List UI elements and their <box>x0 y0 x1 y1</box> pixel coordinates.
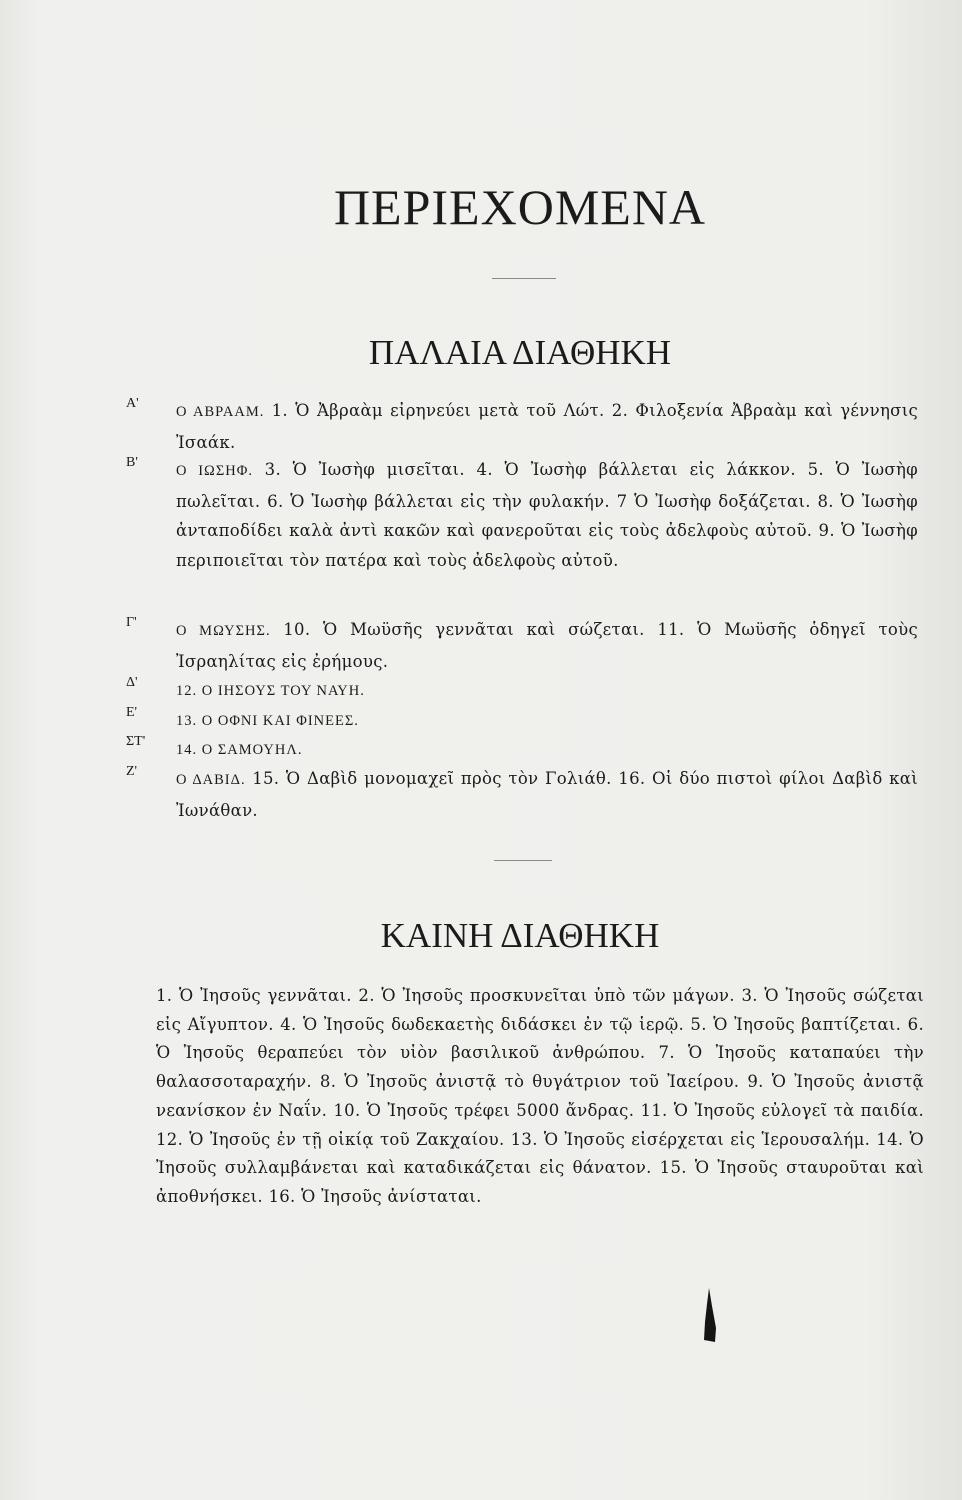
new-testament-text: 1. Ὁ Ἰησοῦς γεννᾶται. 2. Ὁ Ἰησοῦς προσκυνεῖται ὑπὸ τῶν μάγων. 3. Ὁ Ἰησοῦς σώζεται εἰς Αἴγυπτον. 4. Ὁ Ἰησοῦς δωδεκαετὴς διδάσκει ἐν τῷ ἱερῷ. 5. Ὁ Ἰησοῦς βαπτίζεται. 6. Ὁ Ἰησοῦς θεραπεύει τὸν υἱὸν βασιλικοῦ ἀνθρώπου. 7. Ὁ Ἰησοῦς καταπαύει τὴν θαλασσοταραχήν. 8. Ὁ Ἰησοῦς ἀνιστᾷ τὸ θυγάτριον τοῦ Ἰαείρου. 9. Ὁ Ἰησοῦς ἀνιστᾷ νεανίσκον ἐν Ναΐν. 10. Ὁ Ἰησοῦς τρέφει 5000 ἄνδρας. 11. Ὁ Ἰησοῦς εὐλογεῖ τὰ παιδία. 12. Ὁ Ἰησοῦς ἐν τῇ οἰκίᾳ τοῦ Ζακχαίου. 13. Ὁ Ἰησοῦς εἰσέρχεται εἰς Ἱερουσαλήμ. 14. Ὁ Ἰησοῦς συλλαμβάνεται καὶ καταδικάζεται εἰς θάνατον. 15. Ὁ Ἰησοῦς σταυροῦται καὶ ἀποθνήσκει. 16. Ὁ Ἰησοῦς ἀνίσταται. <box>156 986 924 1206</box>
ink-blot-mark <box>703 1288 717 1342</box>
old-testament-heading: ΠΑΛΑΙΑ ΔΙΑΘΗΚΗ <box>368 333 672 372</box>
section-divider <box>494 860 552 861</box>
entry-text <box>176 615 918 676</box>
entry-body: 15. Ὁ Δαβὶδ μονομαχεῖ πρὸς τὸν Γολιάθ. 16. Οἱ δύο πιστοὶ φίλοι Δαβὶδ καὶ Ἰωνάθαν. <box>176 769 918 820</box>
entry-numeral: Β' <box>126 455 138 470</box>
title-divider <box>492 278 556 279</box>
entry-numeral: Α' <box>126 396 139 411</box>
entry-numeral: Δ' <box>126 675 138 690</box>
page-title: ΠΕΡΙΕΧΟΜΕΝΑ <box>333 179 707 235</box>
entry-text <box>176 455 918 575</box>
entry-numeral: Ζ' <box>126 764 138 779</box>
entry-body: 3. Ὁ Ἰωσὴφ μισεῖται. 4. Ὁ Ἰωσὴφ βάλλεται εἰς λάκκον. 5. Ὁ Ἰωσὴφ πωλεῖται. 6. Ὁ Ἰωσὴφ βάλλεται εἰς τὴν φυλακήν. 7 Ὁ Ἰωσὴφ δοξάζεται. 8. Ὁ Ἰωσὴφ ἀνταποδίδει καλὰ ἀντὶ κακῶν καὶ φανεροῦται εἰς τοὺς ἀδελφοὺς αὐτοῦ. 9. Ὁ Ἰωσὴφ περιποιεῖται τὸν πατέρα καὶ τοὺς ἀδελφοὺς αὐτοῦ. <box>176 460 918 570</box>
entry-numeral: Ε' <box>126 705 138 720</box>
entry-lead: 14. Ο ΣΑΜΟΥΗΛ. <box>176 742 303 758</box>
entry-body: 1. Ὁ Ἀβραὰμ εἰρηνεύει μετὰ τοῦ Λώτ. 2. Φιλοξενία Ἀβραὰμ καὶ γέννησις Ἰσαάκ. <box>176 401 918 452</box>
entry-text <box>176 734 918 766</box>
entry-text <box>176 764 918 825</box>
entry-lead: Ο ΔΑΒΙΔ. <box>176 772 246 788</box>
entry-lead: Ο ΙΩΣΗΦ. <box>176 463 253 479</box>
entry-lead: Ο ΑΒΡΑΑΜ. <box>176 404 265 420</box>
entry-numeral: ΣΤ' <box>126 734 146 749</box>
entry-body: 10. Ὁ Μωϋσῆς γεννᾶται καὶ σώζεται. 11. Ὁ Μωϋσῆς ὁδηγεῖ τοὺς Ἰσραηλίτας εἰς ἐρήμους. <box>176 620 919 671</box>
entry-lead: Ο ΜΩΥΣΗΣ. <box>176 623 271 639</box>
entry-text <box>176 705 918 737</box>
new-testament-heading: ΚΑΙΝΗ ΔΙΑΘΗΚΗ <box>380 916 660 955</box>
entry-lead: 12. Ο ΙΗΣΟΥΣ ΤΟΥ ΝΑΥΗ. <box>176 683 365 699</box>
entry-text <box>176 675 918 707</box>
entry-text <box>176 396 918 457</box>
entry-numeral: Γ' <box>126 615 137 630</box>
entry-lead: 13. Ο ΟΦΝΙ ΚΑΙ ΦΙΝΕΕΣ. <box>176 713 359 729</box>
